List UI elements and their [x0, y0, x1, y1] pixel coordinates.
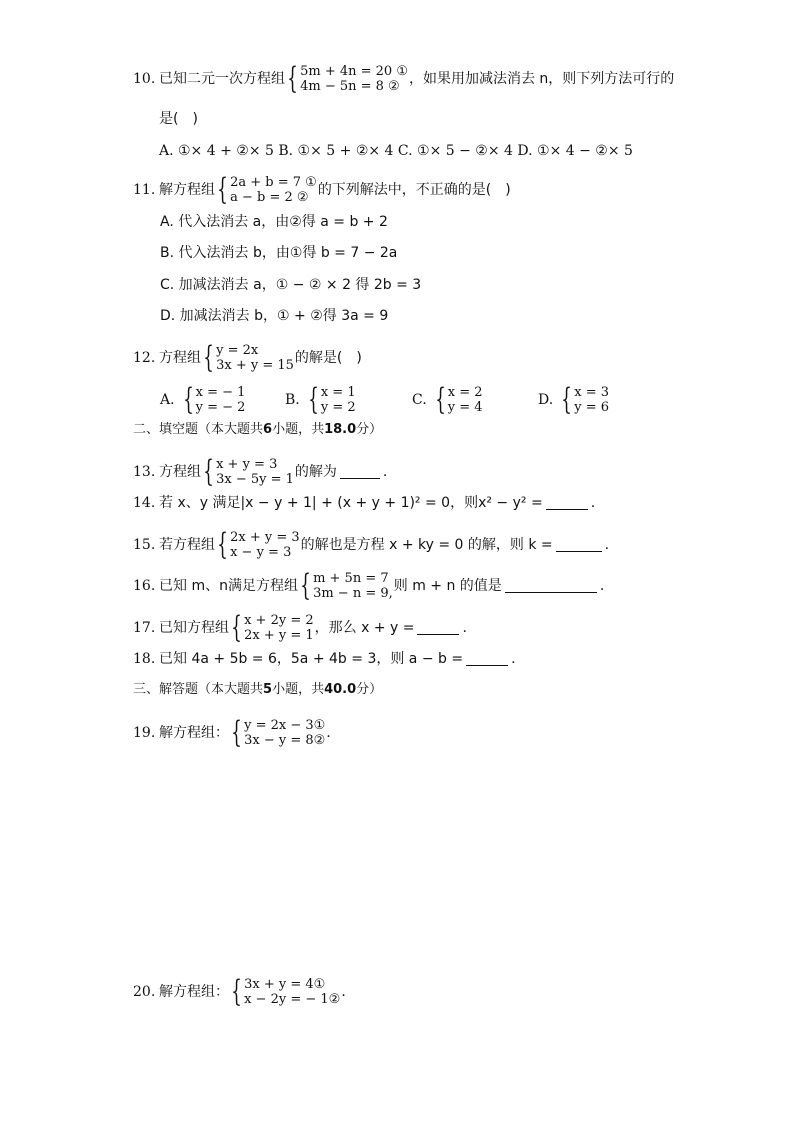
equation-system	[230, 610, 314, 645]
heading-text: 小题，共	[272, 682, 325, 697]
question-13	[133, 454, 388, 489]
heading-text: 分）	[356, 682, 383, 697]
equation-line: y = − 2	[195, 400, 246, 415]
equation-line: 3x + y = 4①	[244, 977, 326, 992]
question-text: 的下列解法中，不正确的是( )	[317, 182, 511, 198]
equation-line: x + y = 3	[216, 457, 278, 472]
equation-line: y = 6	[574, 400, 610, 415]
section-heading-solve	[133, 682, 382, 698]
brace-icon: {	[217, 172, 228, 207]
question-text: 方程组	[159, 464, 201, 480]
brace-icon: {	[308, 382, 319, 417]
equation-line: y = 2x	[216, 343, 259, 358]
equation-line: 2x + y = 3	[230, 530, 300, 545]
question-14	[133, 495, 595, 511]
question-number: 12.	[133, 350, 156, 366]
equation-system	[286, 61, 408, 96]
option-a	[160, 382, 246, 417]
equation-line: x = 2	[447, 385, 483, 400]
question-12	[133, 340, 362, 375]
brace-icon: {	[182, 382, 194, 417]
brace-icon: {	[231, 974, 242, 1009]
question-number: 17.	[133, 620, 156, 636]
option-d	[538, 382, 610, 417]
period: .	[604, 537, 610, 553]
brace-icon: {	[203, 454, 214, 489]
equation-line: y = 2x − 3①	[244, 718, 326, 733]
option-d: D. 加减法消去 b，① + ②得 3a = 9	[160, 308, 389, 324]
period: .	[511, 651, 516, 667]
equation-line: 4m − 5n = 8 ②	[300, 79, 400, 94]
question-text: ，如果用加减法消去 n，则下列方法可行的	[408, 71, 675, 87]
equation-system	[216, 527, 300, 562]
question-number: 10.	[133, 71, 156, 87]
brace-icon: {	[231, 715, 242, 750]
option-b	[285, 382, 357, 417]
equation-line: x = − 1	[195, 385, 246, 400]
question-text: 的解也是方程 x + ky = 0 的解，则 k =	[300, 537, 553, 553]
question-text: 解方程组：	[159, 984, 229, 1000]
option-label: D.	[538, 392, 554, 408]
question-text: ，那么 x + y =	[314, 620, 415, 636]
brace-icon: {	[217, 527, 228, 562]
equation-line: y = 4	[447, 400, 483, 415]
period: .	[326, 725, 331, 741]
answer-blank[interactable]	[546, 496, 588, 510]
equation-line: 3x − 5y = 1	[216, 472, 294, 487]
period: .	[462, 620, 467, 636]
question-number: 15.	[133, 537, 156, 553]
answer-blank[interactable]	[417, 621, 459, 635]
heading-text: 小题，共	[272, 422, 325, 437]
option-c: C. 加减法消去 a，① − ② × 2 得 2b = 3	[160, 277, 422, 293]
answer-blank[interactable]	[340, 465, 380, 479]
equation-line: m + 5n = 7	[313, 571, 389, 586]
question-17	[133, 610, 467, 645]
brace-icon: {	[561, 382, 572, 417]
brace-icon: {	[287, 61, 298, 96]
equation-system	[230, 715, 326, 750]
question-text: 的解是( )	[294, 350, 362, 366]
equation-system	[216, 172, 317, 207]
question-text: 已知 4a + 5b = 6，5a + 4b = 3，则 a − b =	[159, 651, 464, 667]
question-text: 则 m + n 的值是	[393, 578, 502, 594]
equation-line: 3m − n = 9,	[313, 586, 393, 601]
question-number: 16.	[133, 578, 156, 594]
question-text: 若方程组	[159, 537, 215, 553]
equation-line: 2x + y = 1	[244, 628, 314, 643]
answer-blank[interactable]	[556, 538, 602, 552]
options-text: A. ①× 4 + ②× 5 B. ①× 5 + ②× 4 C. ①× 5 − ②× 4 D. ①× 4 − ②× 5	[159, 143, 633, 159]
equation-system	[299, 568, 393, 603]
equation-line: 3x + y = 15	[216, 358, 294, 373]
question-text: 已知 m、n满足方程组	[159, 578, 298, 594]
equation-system	[230, 974, 341, 1009]
heading-text: 二、填空题（本大题共	[133, 422, 264, 437]
question-text: 若 x、y 满足|x − y + 1| + (x + y + 1)² = 0，则x² − y² =	[159, 495, 543, 511]
period: .	[590, 495, 596, 511]
question-19	[133, 715, 331, 750]
question-number: 13.	[133, 464, 156, 480]
option-label: B.	[285, 392, 300, 408]
answer-blank[interactable]	[505, 579, 597, 593]
question-text: 方程组	[159, 350, 201, 366]
question-text: 是( )	[159, 111, 198, 127]
answer-blank[interactable]	[466, 652, 508, 666]
question-10-line2	[159, 111, 198, 127]
brace-icon: {	[203, 340, 214, 375]
equation-line: x − 2y = − 1②	[244, 992, 341, 1007]
heading-score: 18.0	[324, 422, 357, 437]
equation-line: a − b = 2 ②	[230, 190, 309, 205]
heading-score: 40.0	[324, 682, 357, 697]
question-number: 20.	[133, 984, 156, 1000]
equation-line: 2a + b = 7 ①	[230, 175, 317, 190]
equation-line: y = 2	[320, 400, 356, 415]
question-number: 14.	[133, 495, 156, 511]
brace-icon: {	[300, 568, 311, 603]
question-10	[133, 61, 675, 96]
question-20	[133, 974, 346, 1009]
equation-line: 5m + 4n = 20 ①	[300, 64, 408, 79]
heading-text: 三、解答题（本大题共	[133, 682, 264, 697]
question-text: 解方程组	[159, 182, 215, 198]
brace-icon: {	[231, 610, 242, 645]
question-number: 11.	[133, 182, 156, 198]
period: .	[382, 464, 388, 480]
question-18	[133, 651, 516, 667]
heading-count: 6	[263, 422, 273, 437]
option-a: A. 代入法消去 a，由②得 a = b + 2	[160, 214, 388, 230]
question-number: 19.	[133, 725, 156, 741]
question-12-options	[160, 382, 620, 417]
option-label: A.	[160, 392, 175, 408]
equation-line: x + 2y = 2	[244, 613, 314, 628]
question-text: 已知方程组	[159, 620, 229, 636]
equation-system	[202, 340, 294, 375]
period: .	[599, 578, 605, 594]
equation-line: x = 3	[574, 385, 610, 400]
equation-system	[202, 454, 294, 489]
brace-icon: {	[434, 382, 446, 417]
option-c	[412, 382, 484, 417]
heading-text: 分）	[356, 422, 383, 437]
question-text: 已知二元一次方程组	[159, 71, 285, 87]
question-number: 18.	[133, 651, 156, 667]
equation-line: 3x − y = 8②	[244, 733, 326, 748]
option-b: B. 代入法消去 b，由①得 b = 7 − 2a	[160, 245, 398, 261]
period: .	[341, 984, 346, 1000]
question-15	[133, 527, 610, 562]
equation-line: x − y = 3	[230, 545, 292, 560]
question-16	[133, 568, 605, 603]
question-11	[133, 172, 511, 207]
option-label: C.	[412, 392, 427, 408]
equation-line: x = 1	[320, 385, 356, 400]
heading-count: 5	[263, 682, 273, 697]
question-text: 的解为	[294, 464, 337, 480]
question-10-options	[159, 143, 633, 159]
section-heading-fill-in	[133, 422, 382, 438]
question-text: 解方程组：	[159, 725, 229, 741]
